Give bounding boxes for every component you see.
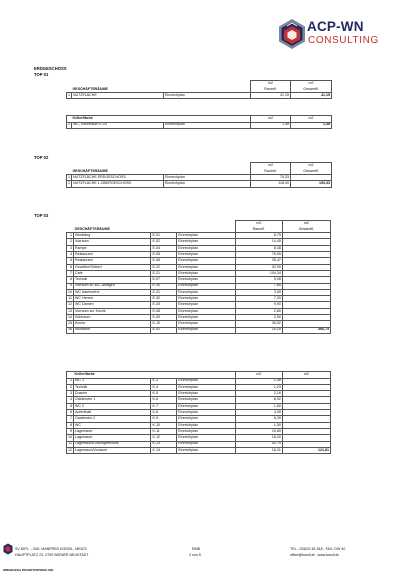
room-name: Rampe xyxy=(74,245,151,251)
room-area: 10,15 xyxy=(235,327,282,333)
room-area: 18,31 xyxy=(235,447,282,453)
room-code: E-09 xyxy=(151,315,177,321)
footer-page-number: 3 von 5 xyxy=(189,553,201,557)
room-source: Einreichplan xyxy=(177,384,236,390)
table-row: 1 NUTZFLÄCHE ERDGESCHOSS Einreichplan 75,33 xyxy=(67,175,332,181)
room-code: K-3 xyxy=(151,378,177,384)
section-header: Kellerfläche xyxy=(72,116,164,123)
room-area: 1,48 xyxy=(235,378,282,384)
room-source: Einreichplan xyxy=(177,435,236,441)
room-name: WC Herren xyxy=(74,296,151,302)
room-area: 4,55 xyxy=(235,410,282,416)
room-name: Dusche xyxy=(74,391,151,397)
row-number: 1 xyxy=(67,378,74,384)
room-source: Einreichplan xyxy=(177,315,236,321)
room-source: Einreichplan xyxy=(177,321,236,327)
room-name: Technik xyxy=(74,277,151,283)
footer-tagline: IMMOBILIEN & PROJEKTENTWICKLUNG xyxy=(3,569,54,572)
unit-header: m2 xyxy=(251,81,291,87)
room-name: Vorraum xyxy=(74,239,151,245)
room-area: 1,23 xyxy=(235,384,282,390)
section-header: GESCHÄFTSRÄUME xyxy=(72,87,164,93)
row-number: 6 xyxy=(67,410,74,416)
room-area: 6,92 xyxy=(235,397,282,403)
room-name: Vorraum zu WC-Anlagen xyxy=(74,283,151,289)
room-source: Einreichplan xyxy=(177,277,236,283)
room-code: E-33 xyxy=(151,302,177,308)
row-number: 4 xyxy=(67,252,74,258)
room-source: Einreichplan xyxy=(177,252,236,258)
room-source: Einreichplan xyxy=(177,428,236,434)
room-area: 42,75 xyxy=(235,441,282,447)
room-name: Restaurant xyxy=(74,258,151,264)
table-row: 1 NUTZFLÄCHE Einreichplan 41,15 41,15 xyxy=(68,93,330,98)
room-name: Gewölbe/Stüberl xyxy=(74,264,151,270)
column-header: Raumfl. xyxy=(251,87,291,93)
room-name: WC Damen xyxy=(74,302,151,308)
top01-heading: TOP 01 xyxy=(34,72,49,77)
room-source: Einreichplan xyxy=(177,410,236,416)
room-code: K-10 xyxy=(151,422,177,428)
row-number: 10 xyxy=(68,289,73,294)
row-number: 3 xyxy=(67,245,74,251)
footer-doc-code: RMB xyxy=(192,547,200,551)
room-source: Einreichplan xyxy=(177,270,236,276)
room-name: Küche xyxy=(74,321,151,327)
room-area: 7,66 xyxy=(235,283,282,289)
row-number: 7 xyxy=(67,416,74,422)
room-name: Garderobe 2 xyxy=(74,416,151,422)
row-number: 4 xyxy=(67,397,74,403)
room-area: 76,99 xyxy=(235,252,282,258)
top02-heading: TOP 02 xyxy=(34,155,49,160)
room-source: Einreichplan xyxy=(177,302,236,308)
room-code: E-10 xyxy=(151,321,177,327)
room-code: E-04 xyxy=(151,245,177,251)
room-code: E-41 xyxy=(151,327,177,333)
top03-table: m2 m2 GESCHÄFTSRÄUME Raumfl. Gesamtfl. 1 Windfang E-01 Einreichplan 8,75 2 Vorraum E-02 Einreichplan 14,45 3 Rampe E-04 Einreichplan 8,38 4 Restaurant E-05 Einreichplan 76,99 5 Restaurant E-06 Einreichplan 35,47 6 Gewölbe/Stüberl E-22 Einreichplan 32,90 7 Cafe E-21 Einreichplan 104,34 8 Technik E-07 Einreichplan 5,08 9 Vorraum zu WC-Anlagen E-30 Einreichplan 7,66 10 WC barrierefrei E-31 Einreichplan 3,55 11 WC Herren E-32 Einreichplan 7,29 12 WC Damen E-33 Einreichplan 9,90 13 Vorraum zur Küche E-08 Einreichplan 2,80 14 Kühlraum E-09 Einreichplan 2,50 15 Küche E-10 Einreichplan 36,52 16 Müllraum E-41 Einreichplan 10,15 366,73 xyxy=(68,221,329,332)
table-row: 1 WC, Kellerraum K-03 Einreichplan 1,48 1,48 xyxy=(68,122,330,127)
room-code: K-13 xyxy=(151,441,177,447)
row-number: 5 xyxy=(67,403,74,409)
room-name: Lagerraum xyxy=(74,435,151,441)
room-code: K-8 xyxy=(151,410,177,416)
room-area: 8,38 xyxy=(235,245,282,251)
hexagon-logo-icon xyxy=(278,18,306,50)
row-number: 8 xyxy=(67,422,74,428)
room-code: E-30 xyxy=(151,283,177,289)
room-source: Einreichplan xyxy=(177,447,236,453)
room-source: Einreichplan xyxy=(177,403,236,409)
room-area: 6,39 xyxy=(235,416,282,422)
room-area: 32,90 xyxy=(235,264,282,270)
room-total: 366,73 xyxy=(282,327,330,333)
room-area: 1,50 xyxy=(235,422,282,428)
room-code: E-08 xyxy=(151,308,177,314)
row-number: 1 xyxy=(67,233,74,239)
room-name: Lagerraum xyxy=(74,428,151,434)
room-area: 7,29 xyxy=(235,296,282,302)
room-area: 36,52 xyxy=(235,321,282,327)
room-area: 3,55 xyxy=(235,289,282,295)
room-source: Einreichplan xyxy=(177,422,236,428)
footer-address: HAUPTPLATZ 23, 2700 WIENER NEUSTADT xyxy=(15,553,89,557)
room-source: Einreichplan xyxy=(177,441,236,447)
room-name: Cafe xyxy=(74,270,151,276)
room-name: WC 2 xyxy=(74,403,151,409)
row-number: 11 xyxy=(68,441,73,446)
floor-title: ERDGESCHOSS xyxy=(34,66,67,71)
room-name: Windfang xyxy=(74,233,151,239)
room-name: Aufenthalt xyxy=(74,410,151,416)
logo-subtitle: CONSULTING xyxy=(308,35,379,46)
room-name: WC barrierefrei xyxy=(74,289,151,295)
table-row xyxy=(67,327,331,333)
company-logo xyxy=(278,16,388,56)
row-number: 11 xyxy=(68,296,73,300)
row-number: 7 xyxy=(67,270,74,276)
room-name: Lagerraum/Lüftungstechnik xyxy=(74,441,151,447)
section-header: Kellerfläche xyxy=(74,372,151,379)
room-code: E-01 xyxy=(151,233,177,239)
room-area: 9,90 xyxy=(235,302,282,308)
section-header: GESCHÄFTSRÄUME xyxy=(72,169,164,175)
row-number: 5 xyxy=(67,258,74,264)
room-code: K-7 xyxy=(151,403,177,409)
room-name: Vorraum zur Küche xyxy=(74,308,151,314)
room-source: Einreichplan xyxy=(177,397,236,403)
room-code: K-6 xyxy=(151,397,177,403)
room-source: Einreichplan xyxy=(177,327,236,333)
room-name: WC 1 xyxy=(74,378,151,384)
room-code: K-9 xyxy=(151,416,177,422)
row-number: 2 xyxy=(67,384,74,390)
room-code: K-5 xyxy=(151,391,177,397)
room-name: Lagerraum/Vorraum xyxy=(74,447,151,453)
room-area: 15,80 xyxy=(235,428,282,434)
room-name: WC xyxy=(74,422,151,428)
top03-keller-table: Kellerfläche m2 m2 1 WC 1 K-3 Einreichplan 1,48 2 Technik K-4 Einreichplan 1,23 3 Dusche K-5 Einreichplan 2,16 4 Garderobe 1 K-6 Einreichplan 6,92 5 WC 2 K-7 Einreichplan 1,50 6 Aufenthalt K-8 Einreichplan 4,55 7 Garderobe 2 K-9 Einreichplan 6,39 8 WC K-10 Einreichplan 1,50 9 Lagerraum K-11 Einreichplan 15,80 10 Lagerraum K-12 Einreichplan 16,20 11 Lagerraum/Lüftungstechnik K-13 Einreichplan 42,75 12 Lagerraum/Vorraum K-14 Einreichplan 18,31 121,81 xyxy=(68,372,329,452)
room-code: K-14 xyxy=(151,447,177,453)
section-header: GESCHÄFTSRÄUME xyxy=(74,227,151,233)
row-number: 6 xyxy=(67,264,74,270)
room-code: E-32 xyxy=(151,296,177,302)
room-source: Einreichplan xyxy=(177,264,236,270)
row-number: 9 xyxy=(67,283,74,289)
room-source: Einreichplan xyxy=(177,308,236,314)
room-source: Einreichplan xyxy=(177,378,236,384)
room-source: Einreichplan xyxy=(177,296,236,302)
row-number: 15 xyxy=(68,321,73,326)
column-header: Gesamtfl. xyxy=(291,87,332,93)
footer-company: SV DIPL. - ING. MANFRED KORZIL, MRICS xyxy=(15,547,87,551)
row-number: 9 xyxy=(67,428,74,434)
room-source: Einreichplan xyxy=(177,283,236,289)
room-code: E-02 xyxy=(151,239,177,245)
room-area: 1,50 xyxy=(235,403,282,409)
room-name: Kühlraum xyxy=(74,315,151,321)
room-name: Garderobe 1 xyxy=(74,397,151,403)
room-code: E-31 xyxy=(151,289,177,295)
row-number: 16 xyxy=(68,327,73,332)
room-source: Einreichplan xyxy=(177,239,236,245)
room-code: E-07 xyxy=(151,277,177,283)
room-code: E-06 xyxy=(151,258,177,264)
room-source: Einreichplan xyxy=(177,391,236,397)
row-number: 10 xyxy=(68,435,73,440)
table-row xyxy=(67,447,331,453)
row-number: 8 xyxy=(67,277,74,283)
room-area: 16,20 xyxy=(235,435,282,441)
row-number: 12 xyxy=(68,447,73,452)
room-code: E-21 xyxy=(151,270,177,276)
row-number: 14 xyxy=(68,314,73,319)
table-row: 2 NUTZFLÄCHE 1.OBERGESCHOSS Einreichplan 118,00 193,33 xyxy=(68,181,330,186)
room-code: E-05 xyxy=(151,252,177,258)
room-area: 5,08 xyxy=(235,277,282,283)
room-code: E-22 xyxy=(151,264,177,270)
top01-table xyxy=(66,80,332,99)
room-area: 104,34 xyxy=(235,270,282,276)
logo-name: ACP-WN xyxy=(307,19,364,34)
room-source: Einreichplan xyxy=(177,233,236,239)
room-area: 8,75 xyxy=(235,233,282,239)
room-code: K-11 xyxy=(151,428,177,434)
room-area: 2,50 xyxy=(235,315,282,321)
row-number: 3 xyxy=(67,391,74,397)
unit-header: m2 xyxy=(291,81,332,87)
footer-contact: office@korzil.at , www.korzil.at xyxy=(290,553,339,557)
room-source: Einreichplan xyxy=(177,258,236,264)
room-source: Einreichplan xyxy=(177,289,236,295)
room-area: 35,47 xyxy=(235,258,282,264)
room-name: Restaurant xyxy=(74,252,151,258)
row-number: 13 xyxy=(68,308,73,313)
room-name: Technik xyxy=(74,384,151,390)
top01-keller-table: Kellerfläche m2 m2 1 WC, Kellerraum K-03 Einreichplan 1,48 1,48 xyxy=(68,116,330,127)
room-source: Einreichplan xyxy=(177,416,236,422)
row-number: 12 xyxy=(68,302,73,307)
room-total: 121,81 xyxy=(282,447,330,453)
room-area: 2,16 xyxy=(235,391,282,397)
top02-table: m2 m2 GESCHÄFTSRÄUME Raumfl. Gesamtfl. 1 NUTZFLÄCHE ERDGESCHOSS Einreichplan 75,33 2 NUTZFLÄCHE 1.OBERGESCHOSS Einreichplan 118,00 193,33 xyxy=(68,163,330,186)
row-number: 2 xyxy=(67,239,74,245)
room-code: K-4 xyxy=(151,384,177,390)
room-source: Einreichplan xyxy=(177,245,236,251)
footer-phone: TEL.: 02622/ 81 818 , FAX: DW 40 xyxy=(290,547,346,551)
top03-heading: TOP 03 xyxy=(34,213,49,218)
room-area: 14,45 xyxy=(235,239,282,245)
room-name: Müllraum xyxy=(74,327,151,333)
room-code: K-12 xyxy=(151,435,177,441)
company-seal-icon xyxy=(3,543,13,555)
room-area: 2,80 xyxy=(235,308,282,314)
